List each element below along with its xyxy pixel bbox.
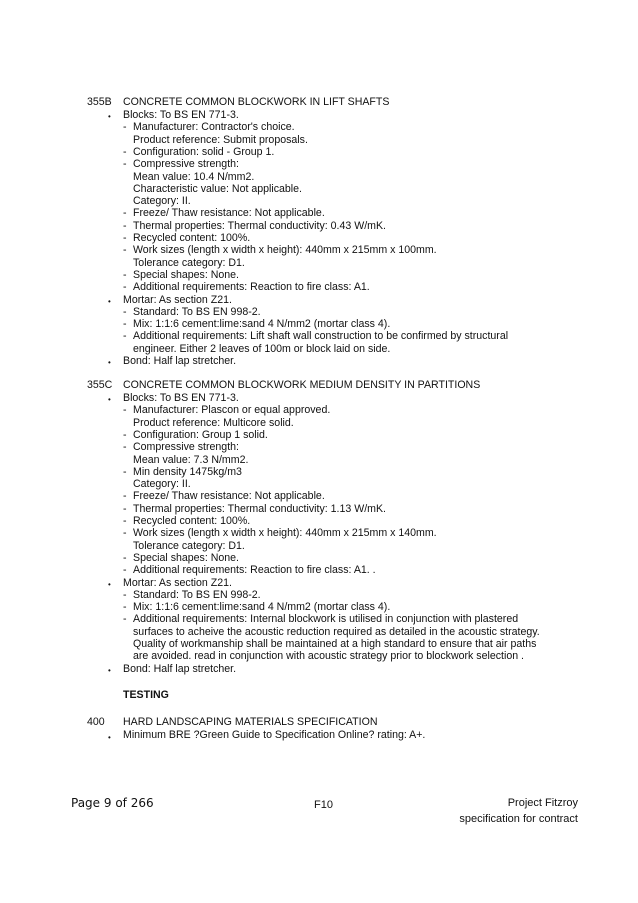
dash-marker: -	[123, 281, 127, 294]
page-number	[71, 796, 154, 810]
sub-item-text: Standard: To BS EN 998-2.	[133, 588, 261, 601]
dash-marker: -	[123, 232, 127, 244]
sub-item-text: Additional requirements: Reaction to fire class: A1.	[133, 281, 370, 294]
bullet-text: Minimum BRE ?Green Guide to Specification Online? rating: A+.	[123, 729, 426, 741]
continuation-text: Category: II.	[133, 195, 191, 208]
sub-item-text: Special shapes: None.	[133, 268, 240, 281]
continuation-text: are avoided. read in conjunction with acoustic strategy prior to blockwork selection .	[133, 650, 524, 663]
of-label: of	[115, 796, 127, 810]
sub-item-text: Manufacturer: Plascon or equal approved.	[133, 404, 331, 417]
continuation-text: Category: II.	[133, 478, 191, 491]
dash-marker: -	[123, 305, 127, 318]
sub-item-text: Work sizes (length x width x height): 440mm x 215mm x 100mm.	[133, 244, 437, 257]
clause-title: CONCRETE COMMON BLOCKWORK MEDIUM DENSITY IN PARTITIONS	[123, 379, 481, 391]
sub-item-text: Configuration: solid - Group 1.	[133, 145, 275, 158]
continuation-text: Product reference: Submit proposals.	[133, 133, 308, 146]
dash-marker: -	[123, 207, 127, 220]
sub-item-text: Freeze/ Thaw resistance: Not applicable.	[133, 490, 325, 503]
continuation-text: Product reference: Multicore solid.	[133, 416, 294, 429]
dash-marker: -	[123, 145, 127, 158]
dash-marker: -	[123, 490, 127, 503]
dash-marker: -	[123, 158, 127, 171]
sub-item-text: Recycled content: 100%.	[133, 232, 251, 244]
clause-number: 355C	[87, 379, 113, 391]
sub-item-text: Work sizes (length x width x height): 440mm x 215mm x 140mm.	[133, 527, 437, 540]
sub-item-text: Recycled content: 100%.	[133, 515, 251, 527]
testing-heading: TESTING	[123, 689, 169, 701]
dash-marker: -	[123, 613, 127, 626]
sub-item-text: Compressive strength:	[133, 158, 239, 171]
bullet-marker: •	[108, 296, 111, 306]
sub-item-text: Min density 1475kg/m3	[133, 465, 242, 478]
bullet-text: Mortar: As section Z21.	[123, 293, 232, 306]
sub-item-text: Freeze/ Thaw resistance: Not applicable.	[133, 207, 325, 220]
continuation-text: Tolerance category: D1.	[133, 256, 245, 269]
sub-item-text: Standard: To BS EN 998-2.	[133, 305, 261, 318]
continuation-text: Mean value: 7.3 N/mm2.	[133, 453, 249, 466]
sub-item-text: Compressive strength:	[133, 441, 239, 454]
bullet-text: Blocks: To BS EN 771-3.	[123, 392, 239, 404]
bullet-marker: •	[108, 395, 111, 404]
sub-item-text: Additional requirements: Lift shaft wall construction to be confirmed by structural	[133, 330, 509, 343]
bullet-marker: •	[108, 112, 111, 121]
sub-item-text: Additional requirements: Reaction to fire class: A1. .	[133, 564, 376, 577]
continuation-text: engineer. Either 2 leaves of 100m or block laid on side.	[133, 342, 391, 355]
dash-marker: -	[123, 527, 127, 540]
sub-item-text: Thermal properties: Thermal conductivity: 1.13 W/mK.	[133, 502, 386, 515]
document-subtitle: specification for contract	[459, 813, 578, 825]
dash-marker: -	[123, 465, 127, 478]
document-code: F10	[314, 799, 333, 811]
continuation-text: Tolerance category: D1.	[133, 539, 245, 552]
dash-marker: -	[123, 441, 127, 454]
dash-marker: -	[123, 121, 127, 134]
dash-marker: -	[123, 318, 127, 331]
dash-marker: -	[123, 219, 127, 232]
bullet-marker: •	[108, 665, 111, 675]
clause-title: CONCRETE COMMON BLOCKWORK IN LIFT SHAFTS	[123, 96, 390, 108]
dash-marker: -	[123, 268, 127, 281]
dash-marker: -	[123, 588, 127, 601]
total-pages: 266	[130, 796, 154, 810]
bullet-text: Bond: Half lap stretcher.	[123, 355, 237, 367]
sub-item-text: Manufacturer: Contractor's choice.	[133, 121, 295, 134]
bullet-text: Blocks: To BS EN 771-3.	[123, 109, 239, 121]
dash-marker: -	[123, 551, 127, 564]
clause-number: 355B	[87, 96, 112, 108]
sub-item-text: Thermal properties: Thermal conductivity: 0.43 W/mK.	[133, 219, 386, 232]
dash-marker: -	[123, 330, 127, 343]
dash-marker: -	[123, 404, 127, 417]
bullet-text: Bond: Half lap stretcher.	[123, 662, 237, 675]
dash-marker: -	[123, 244, 127, 257]
sub-item-text: Configuration: Group 1 solid.	[133, 428, 268, 441]
sub-item-text: Mix: 1:1:6 cement:lime:sand 4 N/mm2 (mortar class 4).	[133, 318, 391, 331]
continuation-text: surfaces to acheive the acoustic reduction required as detailed in the acoustic strategy.	[133, 625, 540, 638]
sub-item-text: Special shapes: None.	[133, 551, 240, 564]
continuation-text: Quality of workmanship shall be maintained at a high standard to ensure that air paths	[133, 638, 537, 650]
dash-marker: -	[123, 601, 127, 614]
continuation-text: Mean value: 10.4 N/mm2.	[133, 170, 255, 183]
project-name: Project Fitzroy	[507, 797, 578, 809]
clause-title: HARD LANDSCAPING MATERIALS SPECIFICATION	[123, 716, 378, 728]
dash-marker: -	[123, 515, 127, 527]
sub-item-text: Mix: 1:1:6 cement:lime:sand 4 N/mm2 (mortar class 4).	[133, 601, 391, 614]
dash-marker: -	[123, 428, 127, 441]
dash-marker: -	[123, 564, 127, 577]
bullet-marker: •	[108, 579, 111, 589]
bullet-text: Mortar: As section Z21.	[123, 576, 232, 589]
clause-number: 400	[87, 716, 105, 728]
page-label: Page 9	[71, 796, 112, 810]
continuation-text: Characteristic value: Not applicable.	[133, 182, 302, 195]
bullet-marker: •	[108, 733, 111, 742]
bullet-marker: •	[108, 358, 111, 367]
dash-marker: -	[123, 502, 127, 515]
sub-item-text: Additional requirements: Internal blockwork is utilised in conjunction with plastered	[133, 613, 519, 626]
